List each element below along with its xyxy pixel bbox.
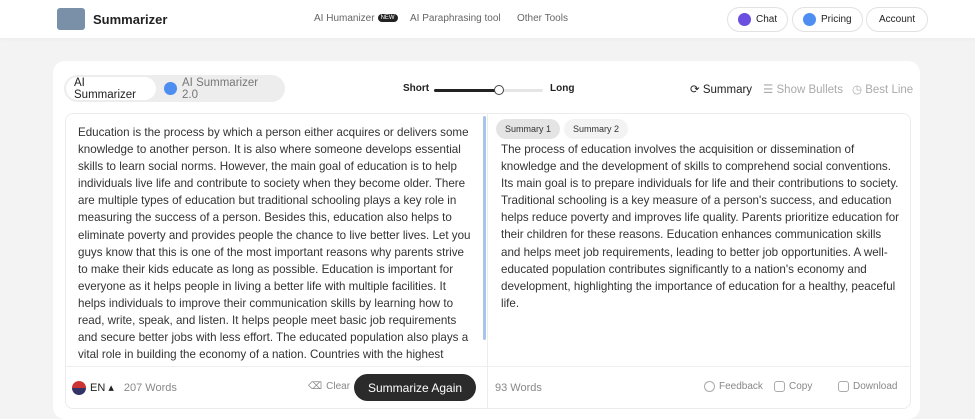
slider-fill xyxy=(434,89,499,92)
length-slider[interactable] xyxy=(434,89,543,92)
pricing-button[interactable] xyxy=(792,7,863,32)
chat-label: Chat xyxy=(756,14,778,25)
us-flag-icon xyxy=(72,381,86,395)
language-select[interactable]: EN ▴ xyxy=(90,382,114,394)
chat-button[interactable] xyxy=(727,7,788,32)
language-label: EN xyxy=(90,382,106,394)
show-bullets-option[interactable]: ☰ Show Bullets xyxy=(763,84,843,96)
feedback-label: Feedback xyxy=(719,381,763,392)
tab-ai-summarizer[interactable]: AI Summarizer xyxy=(66,77,156,100)
nav-label: AI Humanizer xyxy=(314,13,375,24)
copy-button[interactable] xyxy=(774,381,812,392)
copy-label: Copy xyxy=(789,381,813,392)
option-label: Show Bullets xyxy=(776,84,843,96)
summary-tabs xyxy=(496,119,628,139)
output-panel xyxy=(487,113,911,409)
summary-output: The process of education involves the acquisition or dissemination of knowledge and the development of skills to comprehend social conventions. Its main goal is to prepare individuals for life and their contributions to society. Traditional schooling is a key measure of a person's success, and education helps reduce poverty and improves life quality. Parents prioritize education for their children for these reasons. Education enhances communication skills and helps meet job requirements, leading to better job opportunities. A well-educated population contributes significantly to a nation's economy and development, highlighting the importance of education for a healthy, peaceful life. xyxy=(501,143,900,310)
scrollbar[interactable] xyxy=(483,116,486,340)
input-word-count: 207 Words xyxy=(123,381,177,394)
tab-label: AI Summarizer 2.0 xyxy=(182,76,259,101)
tab-summary-1[interactable]: Summary 1 xyxy=(496,119,560,139)
input-panel xyxy=(65,113,488,409)
new-badge: NEW xyxy=(378,14,398,22)
top-bar xyxy=(0,0,975,38)
best-line-option[interactable]: ◷ Best Line xyxy=(852,84,914,96)
crown-icon xyxy=(803,13,816,26)
eraser-icon: ⌫ xyxy=(308,381,323,392)
download-icon xyxy=(838,381,849,392)
crown-icon xyxy=(164,82,177,95)
nav-paraphrasing[interactable]: AI Paraphrasing tool xyxy=(410,13,501,24)
pricing-label: Pricing xyxy=(821,14,852,25)
tab-summary-2[interactable]: Summary 2 xyxy=(564,119,628,139)
smiley-icon xyxy=(704,381,715,392)
clear-button[interactable] xyxy=(308,381,350,392)
feedback-button[interactable] xyxy=(704,381,763,392)
option-label: Summary xyxy=(702,84,753,96)
mode-tabs xyxy=(64,75,285,102)
output-word-count: 93 Words xyxy=(495,381,542,394)
logo-icon[interactable] xyxy=(57,8,85,30)
summarize-again-button[interactable]: Summarize Again xyxy=(354,374,476,401)
long-label: Long xyxy=(550,83,575,94)
brand-name[interactable]: Summarizer xyxy=(93,12,168,27)
account-button[interactable]: Account xyxy=(866,7,928,32)
output-footer xyxy=(488,366,910,408)
tab-ai-summarizer-2[interactable] xyxy=(156,77,283,100)
download-button[interactable] xyxy=(838,381,897,392)
input-footer xyxy=(66,366,487,408)
input-textarea[interactable]: Education is the process by which a person either acquires or delivers some knowledge to another person. It is also where someone develops essential skills to learn social norms. However, the main goal of education is to help individuals live life and contribute to society when they become older. There are multiple types of education but traditional schooling plays a key role in measuring the success of a person. Besides this, education also helps to eliminate poverty and provides people the chance to live better lives. Let you guys know that this is one of the most important reasons why parents strive to make their kids educate as long as possible. Education is important for everyone as it helps people in living a better life with multiple facilities. It helps individuals to improve their communication skills by learning how to read, write, speak, and listen. It helps people meet basic job requirements and secure better jobs with less effort. The educated population also plays a vital role in building the economy of a nation. Countries with the highest xyxy=(78,126,471,362)
nav-other-tools[interactable]: Other Tools xyxy=(517,13,568,24)
short-label: Short xyxy=(403,83,430,94)
chat-icon xyxy=(738,13,751,26)
nav-ai-humanizer[interactable] xyxy=(314,13,398,24)
clear-label: Clear xyxy=(326,381,351,392)
copy-icon xyxy=(774,381,785,392)
option-label: Best Line xyxy=(865,84,914,96)
summary-option[interactable]: ⟳ Summary xyxy=(690,84,753,96)
download-label: Download xyxy=(853,381,898,392)
